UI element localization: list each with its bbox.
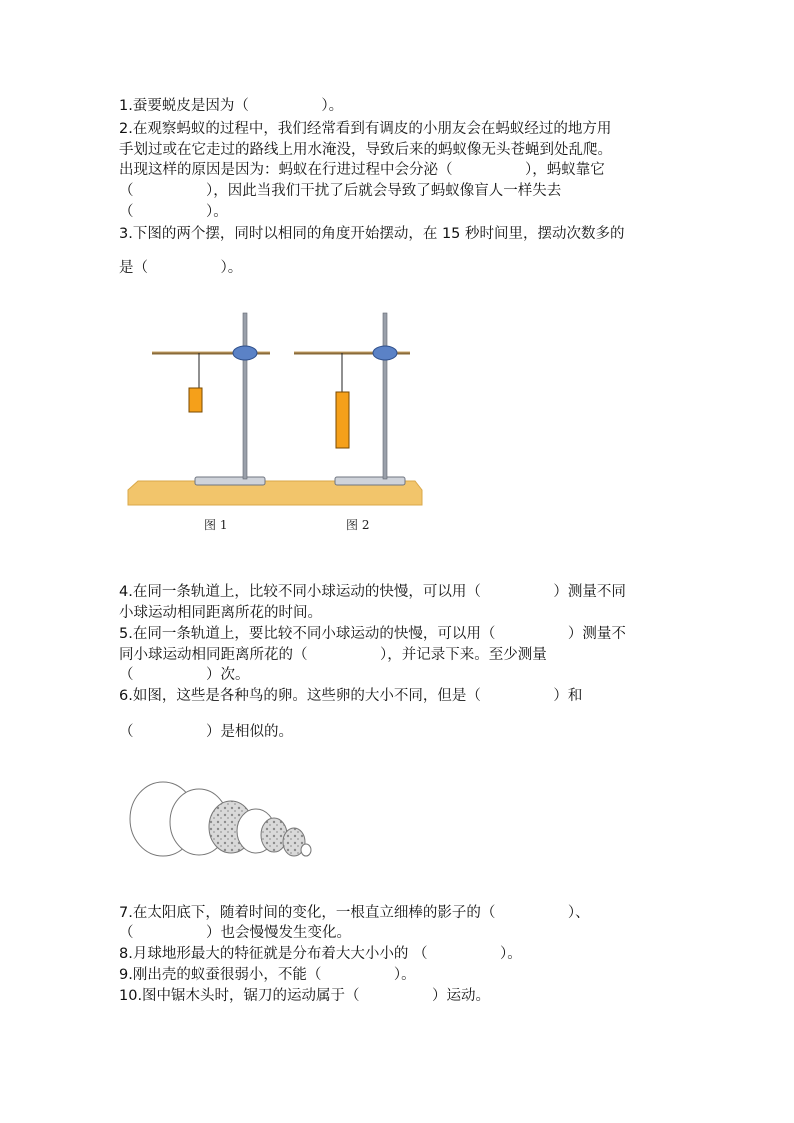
question-2-line-1: 2.在观察蚂蚁的过程中，我们经常看到有调皮的小朋友会在蚂蚁经过的地方用 <box>119 121 612 137</box>
egg-5 <box>261 818 287 852</box>
question-9: 9.刚出壳的蚁蚕很弱小，不能（ ）。 <box>119 967 416 983</box>
question-4-line-2: 小球运动相同距离所花的时间。 <box>119 605 322 621</box>
question-5-line-1: 5.在同一条轨道上，要比较不同小球运动的快慢，可以用（ ）测量不 <box>119 626 626 642</box>
pendulum-bob-2 <box>336 392 349 448</box>
question-5-line-2: 同小球运动相同距离所花的（ ），并记录下来。至少测量 <box>119 647 547 663</box>
question-4-line-1: 4.在同一条轨道上，比较不同小球运动的快慢，可以用（ ）测量不同 <box>119 584 626 600</box>
stand-2 <box>294 313 410 485</box>
question-7-line-1: 7.在太阳底下，随着时间的变化，一根直立细棒的影子的（ ）、 <box>119 905 590 921</box>
question-6-line-1: 6.如图，这些是各种鸟的卵。这些卵的大小不同，但是（ ）和 <box>119 688 583 704</box>
question-3-line-1: 3.下图的两个摆，同时以相同的角度开始摆动，在 15 秒时间里，摆动次数多的 <box>119 226 625 242</box>
question-3-line-2: 是（ ）。 <box>119 260 243 276</box>
question-2-line-2: 手划过或在它走过的路线上用水淹没，导致后来的蚂蚁像无头苍蝇到处乱爬。 <box>119 142 612 158</box>
pendulum-figure <box>120 305 430 515</box>
question-2-line-3: 出现这样的原因是因为：蚂蚁在行进过程中会分泌（ ），蚂蚁靠它 <box>119 162 605 178</box>
question-7-line-2: （ ）也会慢慢发生变化。 <box>119 925 351 941</box>
question-8: 8.月球地形最大的特征就是分布着大大小小的 （ ）。 <box>119 946 522 962</box>
question-5-line-3: （ ）次。 <box>119 667 250 683</box>
stand-1 <box>152 313 270 485</box>
question-2-line-4: （ ），因此当我们干扰了后就会导致了蚂蚁像盲人一样失去 <box>119 183 562 199</box>
bird-eggs-figure <box>125 778 325 863</box>
pendulum-bob-1 <box>189 388 202 412</box>
egg-7 <box>301 844 311 856</box>
question-10: 10.图中锯木头时，锯刀的运动属于（ ）运动。 <box>119 988 491 1004</box>
figure-caption-2: 图 2 <box>346 518 370 532</box>
question-2-line-5: （ ）。 <box>119 204 228 220</box>
figure-caption-1: 图 1 <box>204 518 228 532</box>
question-6-line-2: （ ）是相似的。 <box>119 724 293 740</box>
question-1: 1.蚕要蜕皮是因为（ ）。 <box>119 98 344 114</box>
